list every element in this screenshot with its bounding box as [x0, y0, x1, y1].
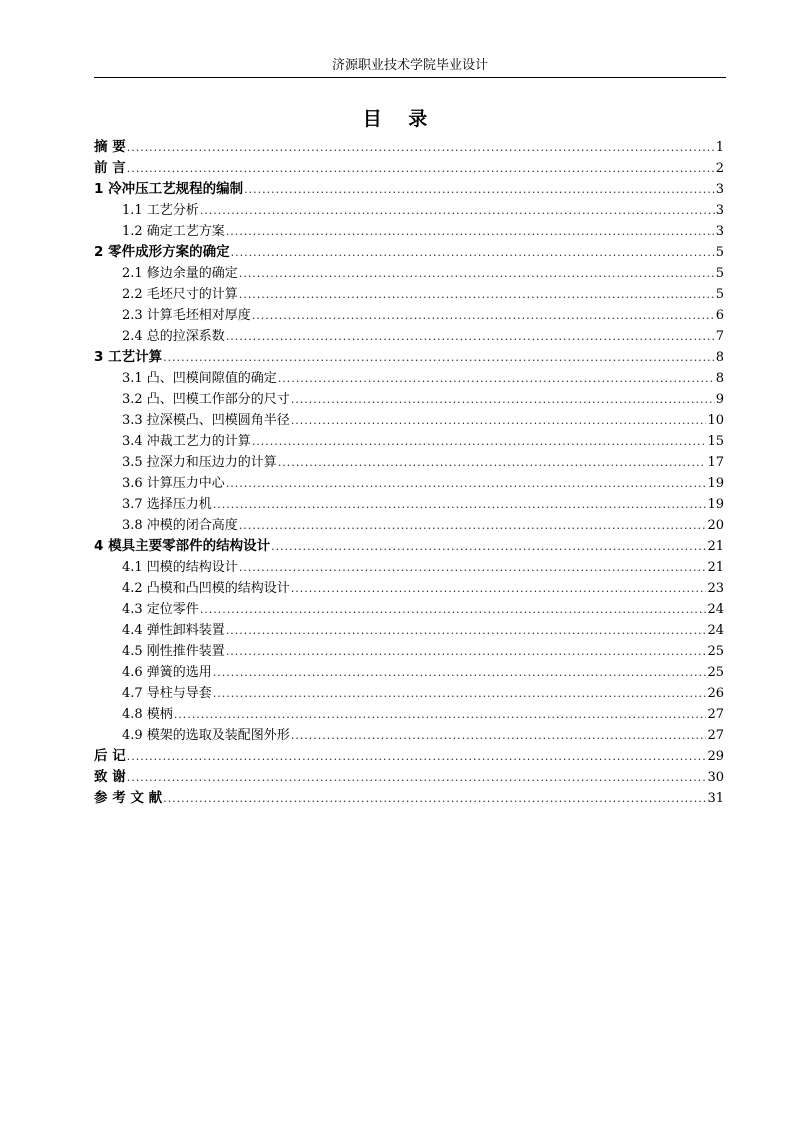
toc-leader-dots [239, 515, 707, 536]
toc-entry-label: 4.5 刚性推件装置 [122, 644, 225, 659]
toc-entry[interactable] [94, 389, 724, 410]
toc-entry-page: 21 [707, 560, 724, 575]
toc-entry-page: 10 [707, 413, 724, 428]
toc-leader-dots [239, 557, 707, 578]
toc-entry[interactable] [94, 284, 724, 305]
toc-entry[interactable] [94, 410, 724, 431]
toc-entry-label: 3.8 冲模的闭合高度 [122, 518, 238, 533]
toc-entry-page: 25 [707, 665, 724, 680]
toc-entry-page: 27 [707, 728, 724, 743]
toc-entry[interactable] [94, 431, 724, 452]
toc-entry-label: 2.4 总的拉深系数 [122, 329, 225, 344]
toc-leader-dots [244, 179, 715, 200]
toc-leader-dots [127, 746, 707, 767]
toc-leader-dots [226, 641, 707, 662]
toc-entry-page: 5 [715, 266, 724, 281]
toc-entry-label: 3.4 冲裁工艺力的计算 [122, 434, 251, 449]
toc-entry-page: 27 [707, 707, 724, 722]
toc-entry[interactable] [94, 494, 724, 515]
toc-entry-page: 17 [707, 455, 724, 470]
toc-entry-label: 2.1 修边余量的确定 [122, 266, 238, 281]
toc-leader-dots [252, 431, 707, 452]
toc-entry-label: 3.7 选择压力机 [122, 497, 212, 512]
toc-entry[interactable] [94, 725, 724, 746]
toc-entry-page: 30 [707, 770, 724, 785]
toc-entry-label: 4.6 弹簧的选用 [122, 665, 212, 680]
toc-entry[interactable] [94, 305, 724, 326]
toc-entry-label: 1.2 确定工艺方案 [122, 224, 225, 239]
toc-leader-dots [231, 242, 715, 263]
toc-leader-dots [213, 494, 707, 515]
toc-entry-label: 2.3 计算毛坯相对厚度 [122, 308, 251, 323]
toc-entry[interactable] [94, 221, 724, 242]
toc-entry-page: 24 [707, 602, 724, 617]
toc-entry-page: 9 [715, 392, 724, 407]
toc-entry-label: 4.9 模架的选取及装配图外形 [122, 728, 290, 743]
page-title: 目 录 [362, 108, 438, 130]
toc-leader-dots [239, 284, 715, 305]
toc-entry[interactable] [94, 578, 724, 599]
toc-leader-dots [226, 221, 715, 242]
toc-entry-label: 4.7 导柱与导套 [122, 686, 212, 701]
toc-entry[interactable] [94, 347, 724, 368]
toc-entry[interactable] [94, 536, 724, 557]
toc-entry[interactable] [94, 515, 724, 536]
toc-entry[interactable] [94, 704, 724, 725]
toc-entry-label: 1 冷冲压工艺规程的编制 [94, 181, 244, 197]
toc-leader-dots [239, 263, 715, 284]
toc-leader-dots [291, 410, 707, 431]
toc-entry[interactable] [94, 263, 724, 284]
toc-entry-page: 2 [715, 161, 724, 176]
toc-leader-dots [291, 725, 707, 746]
toc-entry[interactable] [94, 242, 724, 263]
toc-leader-dots [127, 158, 715, 179]
toc-entry[interactable] [94, 158, 724, 179]
toc-leader-dots [226, 326, 715, 347]
toc-leader-dots [127, 137, 715, 158]
toc-entry-page: 19 [707, 497, 724, 512]
toc-entry-page: 1 [715, 140, 724, 155]
toc-entry[interactable] [94, 179, 724, 200]
toc-entry[interactable] [94, 200, 724, 221]
toc-entry-page: 3 [715, 203, 724, 218]
toc-entry-page: 3 [715, 182, 724, 197]
toc-entry-page: 8 [715, 350, 724, 365]
toc-entry[interactable] [94, 767, 724, 788]
page-header [94, 55, 726, 78]
toc-entry-page: 24 [707, 623, 724, 638]
toc-entry-label: 3.2 凸、凹模工作部分的尺寸 [122, 392, 290, 407]
toc-entry-page: 15 [707, 434, 724, 449]
toc-entry[interactable] [94, 557, 724, 578]
toc-entry-label: 4.1 凹模的结构设计 [122, 560, 238, 575]
toc-entry[interactable] [94, 620, 724, 641]
toc-entry-label: 4.4 弹性卸料装置 [122, 623, 225, 638]
toc-entry-label: 4 模具主要零部件的结构设计 [94, 538, 271, 554]
toc-entry-page: 26 [707, 686, 724, 701]
toc-entry[interactable] [94, 368, 724, 389]
toc-entry[interactable] [94, 641, 724, 662]
toc-entry-label: 4.3 定位零件 [122, 602, 199, 617]
toc-entry-label: 3 工艺计算 [94, 349, 163, 365]
toc-entry-label: 3.6 计算压力中心 [122, 476, 225, 491]
toc-leader-dots [278, 452, 707, 473]
toc-entry-label: 参 考 文 献 [94, 790, 163, 806]
toc-entry[interactable] [94, 473, 724, 494]
toc-entry-label: 2 零件成形方案的确定 [94, 244, 230, 260]
toc-leader-dots [200, 599, 707, 620]
toc-entry-label: 致 谢 [94, 769, 126, 785]
toc-entry-label: 前 言 [94, 160, 126, 176]
toc-leader-dots [174, 704, 707, 725]
toc-entry-label: 3.1 凸、凹模间隙值的确定 [122, 371, 277, 386]
toc-entry-page: 31 [707, 791, 724, 806]
toc-entry[interactable] [94, 788, 724, 809]
toc-entry[interactable] [94, 326, 724, 347]
toc-leader-dots [213, 662, 707, 683]
toc-leader-dots [252, 305, 715, 326]
toc-entry-page: 19 [707, 476, 724, 491]
toc-entry-label: 3.5 拉深力和压边力的计算 [122, 455, 277, 470]
toc-leader-dots [213, 683, 707, 704]
toc-entry-page: 29 [707, 749, 724, 764]
toc-leader-dots [163, 788, 706, 809]
toc-leader-dots [271, 536, 706, 557]
toc-entry[interactable] [94, 662, 724, 683]
toc-entry-label: 后 记 [94, 748, 126, 764]
toc-entry-label: 3.3 拉深模凸、凹模圆角半径 [122, 413, 290, 428]
toc-leader-dots [127, 767, 707, 788]
toc-entry-page: 6 [715, 308, 724, 323]
toc-entry-page: 8 [715, 371, 724, 386]
toc-entry-page: 20 [707, 518, 724, 533]
toc-entry-label: 2.2 毛坯尺寸的计算 [122, 287, 238, 302]
toc-entry-page: 5 [715, 287, 724, 302]
toc-leader-dots [163, 347, 715, 368]
toc-entry-label: 4.8 模柄 [122, 707, 173, 722]
toc-entry[interactable] [94, 452, 724, 473]
toc-entry-page: 3 [715, 224, 724, 239]
toc-entry-page: 7 [715, 329, 724, 344]
toc-entry[interactable] [94, 599, 724, 620]
toc-leader-dots [200, 200, 715, 221]
toc-entry-label: 4.2 凸模和凸凹模的结构设计 [122, 581, 290, 596]
toc-entry-label: 1.1 工艺分析 [122, 203, 199, 218]
header-text: 济源职业技术学院毕业设计 [331, 58, 488, 73]
toc-entry-page: 21 [707, 539, 724, 554]
toc-entry[interactable] [94, 683, 724, 704]
toc-entry-label: 摘 要 [94, 139, 126, 155]
toc-leader-dots [226, 620, 707, 641]
toc-leader-dots [226, 473, 707, 494]
toc-entry[interactable] [94, 137, 724, 158]
toc-entry-page: 5 [715, 245, 724, 260]
toc-entry-page: 25 [707, 644, 724, 659]
toc-leader-dots [291, 389, 715, 410]
toc-entry[interactable] [94, 746, 724, 767]
toc-leader-dots [291, 578, 707, 599]
toc-entry-page: 23 [707, 581, 724, 596]
toc-leader-dots [278, 368, 715, 389]
table-of-contents [94, 137, 724, 809]
